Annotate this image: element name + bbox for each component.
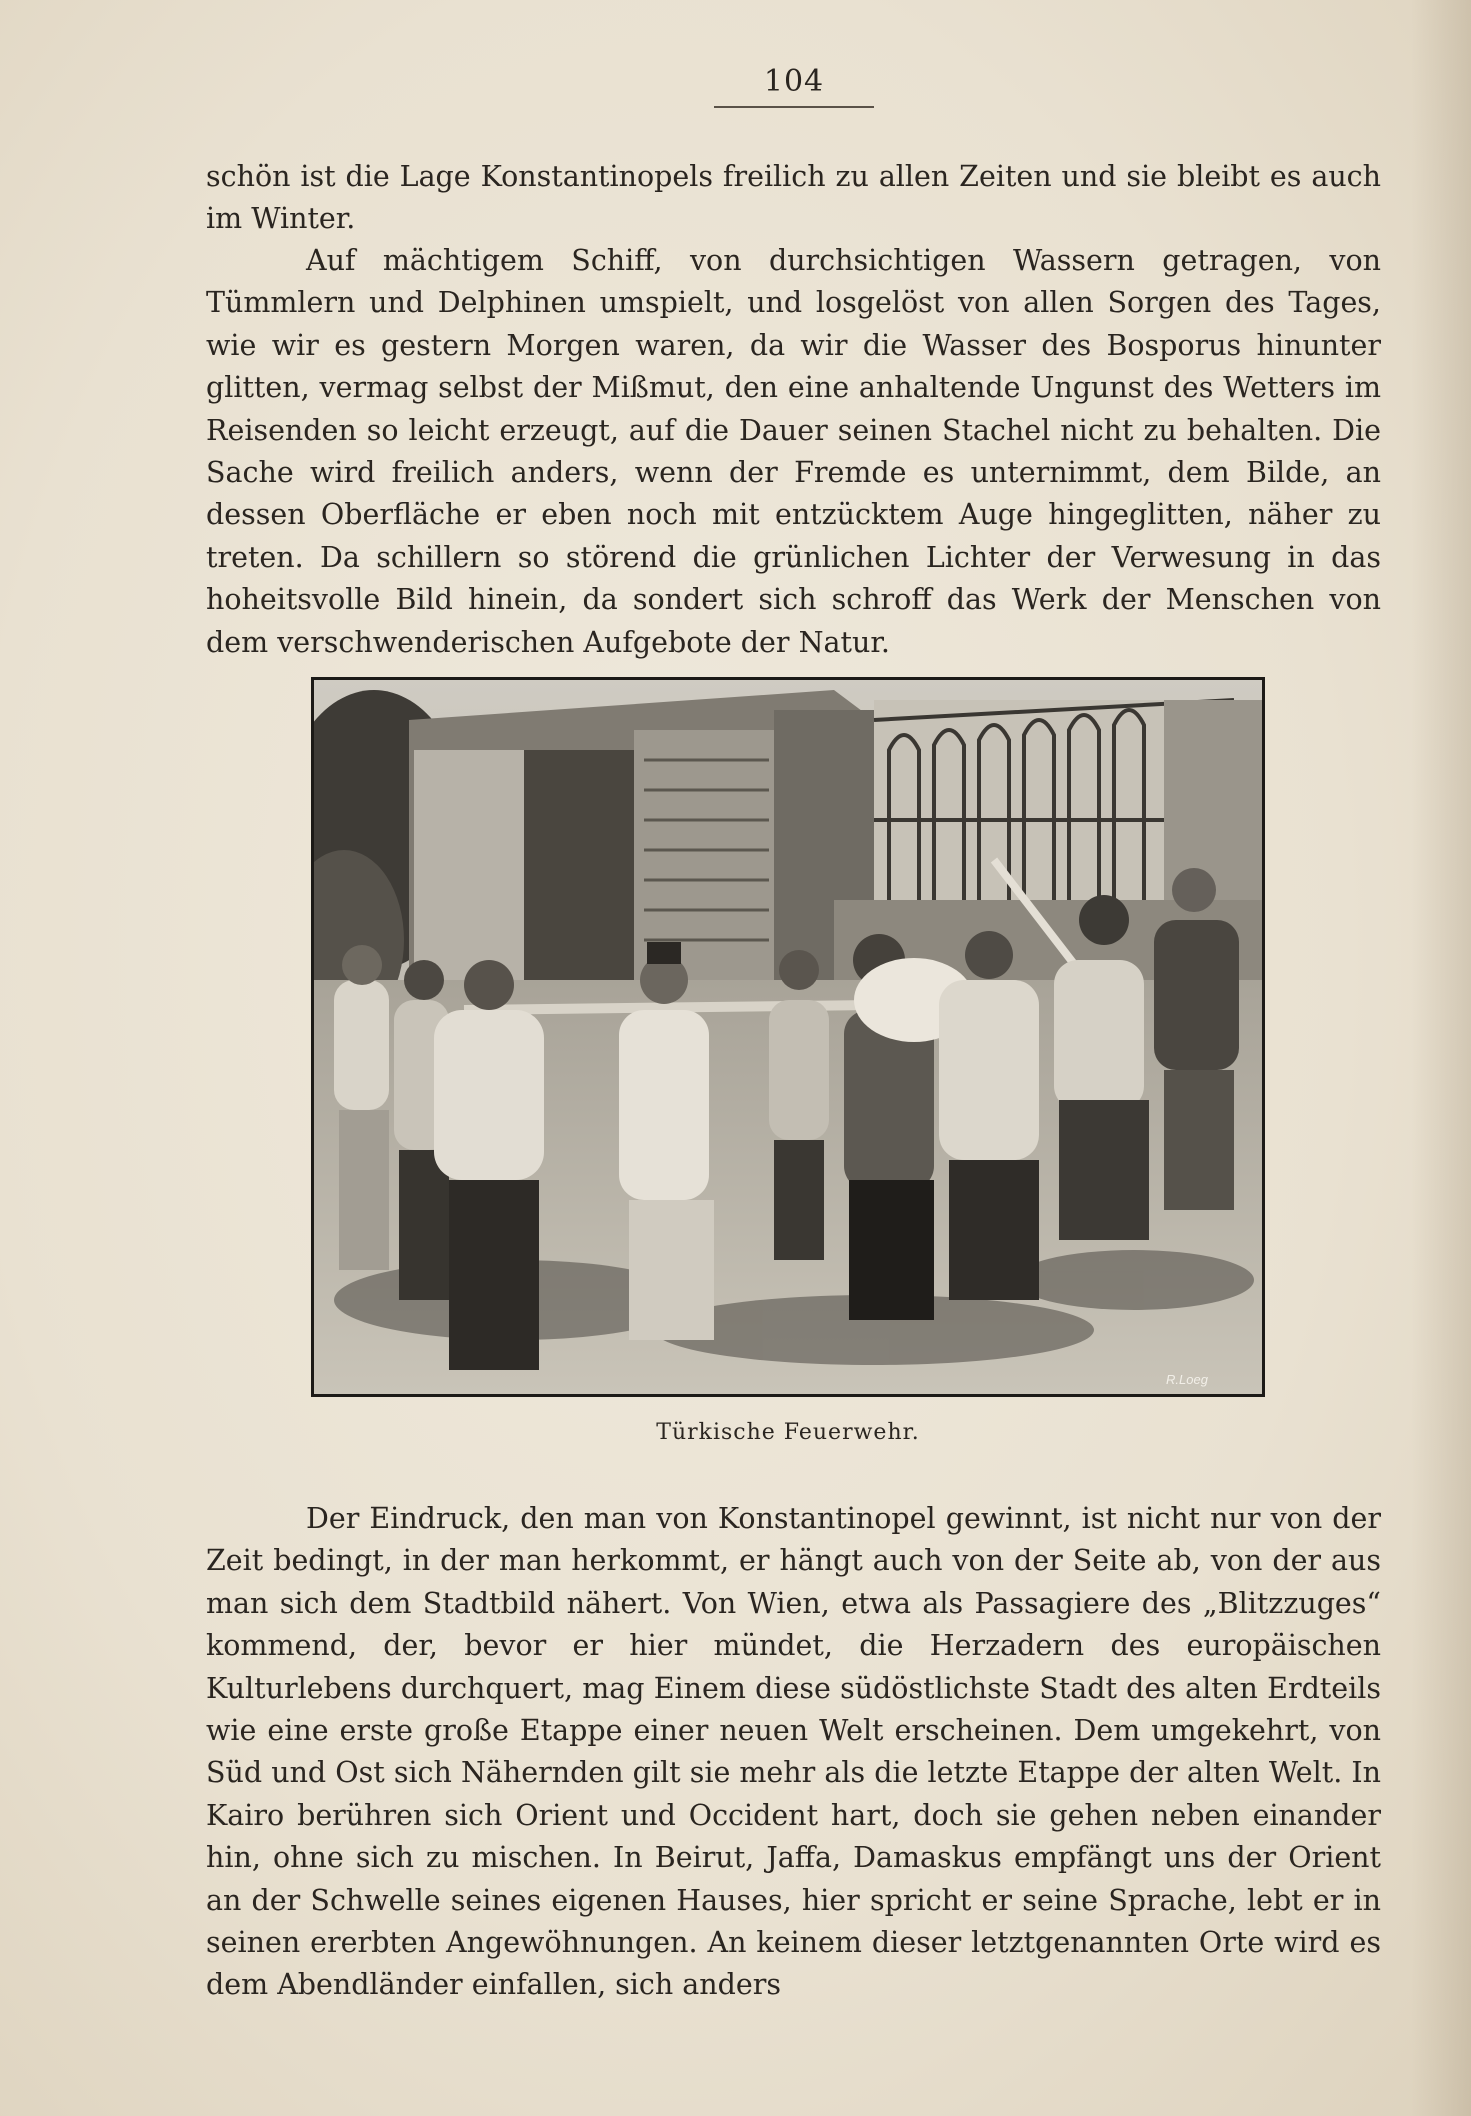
page-number-rule: [714, 106, 874, 108]
paragraph-3: Der Eindruck, den man von Konstantinopel gewinnt, ist nicht nur von der Zeit bedingt, in der man herkommt, er hängt auch von der Seite ab, von der aus man sich dem Stadtbild nähert. Von Wien, etwa als Passagiere des „Blitzzuges“ kommend, der, bevor er hier mündet, die Herzadern des europäischen Kulturlebens durchquert, mag Einem diese südöstlichste Stadt des alten Erdteils wie eine erste große Etappe einer neuen Welt erscheinen. Dem umgekehrt, von Süd und Ost sich Nähernden gilt sie mehr als die letzte Etappe der alten Welt. In Kairo berühren sich Orient und Occident hart, doch sie gehen neben einander hin, ohne sich zu mischen. In Beirut, Jaffa, Damaskus empfängt uns der Orient an der Schwelle seines eigenen Hauses, hier spricht er seine Sprache, lebt er in seinen ererbten Angewöhnungen. An keinem dieser letztgenannten Orte wird es dem Abendländer einfallen, sich anders: [206, 1502, 1381, 2002]
paragraph-1: schön ist die Lage Konstantinopels freilich zu allen Zeiten und sie bleibt es auch im Winter.: [206, 160, 1381, 236]
figure-caption: Türkische Feuerwehr.: [656, 1420, 920, 1445]
paragraph-2: Auf mächtigem Schiff, von durchsichtigen Wassern getragen, von Tümmlern und Delphinen umspielt, und losgelöst von allen Sorgen des Tages, wie wir es gestern Morgen waren, da wir die Wasser des Bosporus hinunter glitten, vermag selbst der Mißmut, den eine anhaltende Ungunst des Wetters im Reisenden so leicht erzeugt, auf die Dauer seinen Stachel nicht zu behalten. Die Sache wird freilich anders, wenn der Fremde es unternimmt, dem Bilde, an dessen Oberfläche er eben noch mit entzücktem Auge hingeglitten, näher zu treten. Da schillern so störend die grünlichen Lichter der Verwesung in das hoheitsvolle Bild hinein, da sondert sich schroff das Werk der Menschen von dem verschwenderischen Aufgebote der Natur.: [206, 244, 1381, 659]
photograph-turkish-fire-brigade: [311, 677, 1265, 1397]
page-number: 104: [763, 64, 825, 99]
photograph-signature: R.Loeg: [1166, 1372, 1208, 1387]
page-edge-shadow: [1411, 0, 1471, 2116]
